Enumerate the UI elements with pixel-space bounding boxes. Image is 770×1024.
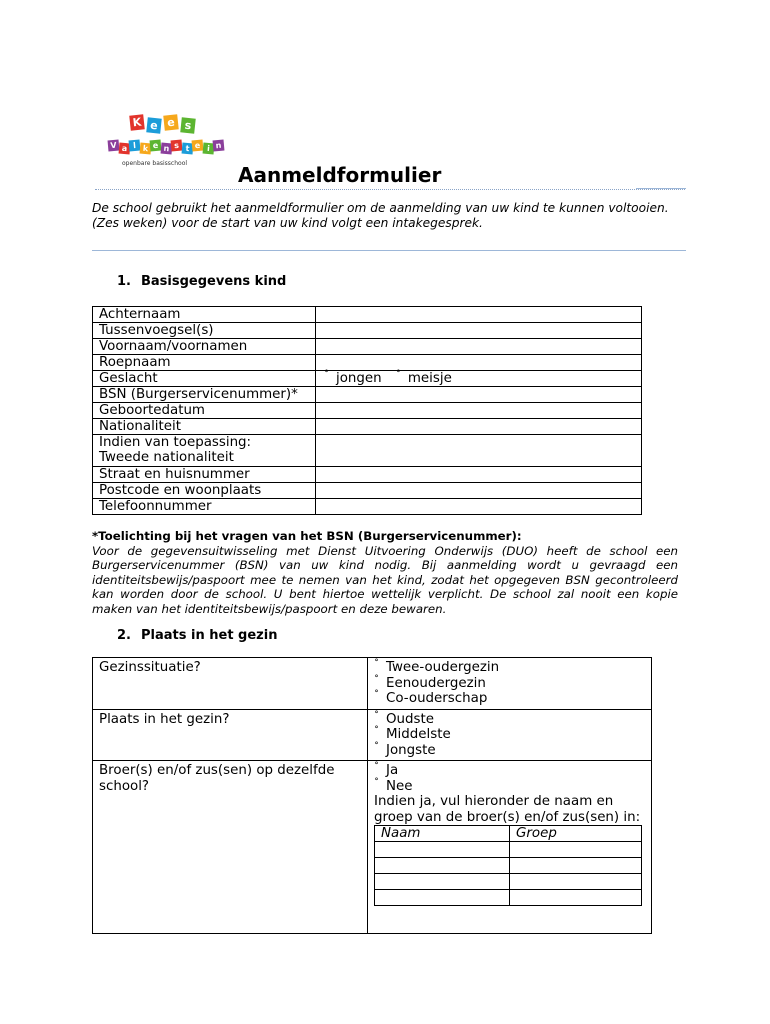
table-row	[93, 467, 642, 483]
section-2-heading	[117, 628, 277, 643]
col-groep: Groep	[510, 826, 642, 842]
table-row	[93, 709, 652, 761]
radio-icon: ˚	[374, 659, 379, 670]
logo-tile: n	[160, 143, 172, 155]
table-row	[93, 355, 642, 371]
q-broers-zussen-label: Broer(s) en/of zus(sen) op dezelfde school?	[93, 761, 368, 934]
logo-tile: e	[146, 117, 161, 133]
sibling-name-field[interactable]	[375, 874, 510, 890]
section-2-title: Plaats in het gezin	[141, 628, 278, 643]
row-label-nationaliteit: Nationaliteit	[93, 419, 316, 435]
intro-rule	[92, 250, 686, 251]
q-gezinssituatie-label: Gezinssituatie?	[93, 658, 368, 710]
logo-tile: i	[202, 143, 214, 155]
logo-tile: a	[118, 143, 130, 155]
row-label-bsn: BSN (Burgerservicenummer)*	[93, 387, 316, 403]
radio-icon: ˚	[374, 674, 379, 686]
radio-icon: ˚	[374, 690, 379, 701]
q-broers-zussen-options	[368, 761, 652, 934]
sibling-group-field[interactable]	[510, 858, 642, 874]
radio-icon: ˚	[374, 741, 379, 753]
bsn-note-body: Voor de gegevensuitwisseling met Dienst Uitvoering Onderwijs (DUO) heeft de school een Burgerservicenummer (BSN) van uw kind nodig. Bij aanmelding wordt u gevraagd een identiteitsbewijs/paspoort mee te nemen van het kind, zodat het opgegeven BSN gecontroleerd kan worden door de school. U bent hiertoe wettelijk verplicht. De school zal nooit een kopie maken van het identiteitsbewijs/paspoort en deze bewaren.	[92, 543, 678, 616]
row-label-roepnaam: Roepnaam	[93, 355, 316, 371]
sibling-group-field[interactable]	[510, 890, 642, 906]
table-row	[93, 339, 642, 355]
row-label-tweede-nationaliteit: Indien van toepassing: Tweede nationaliteit	[93, 435, 316, 467]
option-jongste[interactable]: ˚ Jongste	[374, 741, 436, 758]
bsn-note-title: *Toelichting bij het vragen van het BSN (Burgerservicenummer):	[92, 529, 522, 543]
logo-tile: e	[163, 114, 178, 130]
logo-tile: V	[108, 140, 120, 152]
intro-line-1: De school gebruikt het aanmeldformulier om de aanmelding van uw kind te kunnen voltooien.	[92, 201, 669, 215]
table-row	[375, 826, 642, 842]
logo-letters	[104, 112, 226, 158]
logo-tile: s	[171, 140, 183, 152]
row-label-telefoon: Telefoonnummer	[93, 499, 316, 515]
table-row	[375, 890, 642, 906]
tussenvoegsel-field[interactable]	[316, 323, 642, 339]
col-naam: Naam	[375, 826, 510, 842]
sibling-group-field[interactable]	[510, 842, 642, 858]
gender-option-meisje[interactable]: ˚ meisje	[395, 370, 452, 386]
logo-tile: e	[192, 140, 204, 152]
logo-tile: k	[139, 143, 151, 155]
table-row	[93, 658, 652, 710]
bsn-note	[92, 529, 678, 616]
table-row	[93, 323, 642, 339]
logo-tile: K	[129, 114, 144, 130]
logo-tile: t	[181, 143, 193, 155]
basic-data-table	[92, 306, 642, 515]
radio-icon: ˚	[374, 777, 379, 789]
option-oudste[interactable]: ˚ Oudste	[374, 710, 434, 727]
option-co-ouderschap[interactable]: ˚ Co-ouderschap	[374, 690, 488, 706]
telefoon-field[interactable]	[316, 499, 642, 515]
sibling-name-field[interactable]	[375, 858, 510, 874]
option-twee-oudergezin[interactable]: ˚ Twee-oudergezin	[374, 659, 500, 675]
row-label-achternaam: Achternaam	[93, 307, 316, 323]
siblings-table	[374, 825, 642, 906]
table-row	[93, 761, 652, 934]
option-ja[interactable]: ˚ Ja	[374, 762, 399, 778]
radio-icon: ˚	[374, 726, 379, 737]
logo-tagline: openbare basisschool	[122, 160, 188, 167]
sibling-name-field[interactable]	[375, 890, 510, 906]
radio-icon: ˚	[324, 370, 329, 381]
row-label-postcode: Postcode en woonplaats	[93, 483, 316, 499]
title-rule-accent	[636, 188, 686, 189]
postcode-field[interactable]	[316, 483, 642, 499]
school-logo	[104, 112, 226, 172]
row-label-tussenvoegsel: Tussenvoegsel(s)	[93, 323, 316, 339]
q-plaats-label: Plaats in het gezin?	[93, 709, 368, 761]
q-gezinssituatie-options	[368, 658, 652, 710]
table-row	[375, 858, 642, 874]
table-row	[93, 435, 642, 467]
table-row	[93, 403, 642, 419]
tweede-nationaliteit-field[interactable]	[316, 435, 642, 467]
radio-icon: ˚	[374, 762, 379, 773]
voornaam-field[interactable]	[316, 339, 642, 355]
q-plaats-options	[368, 709, 652, 761]
option-eenoudergezin[interactable]: ˚ Eenoudergezin	[374, 674, 486, 691]
logo-tile: e	[150, 140, 162, 152]
table-row	[93, 387, 642, 403]
achternaam-field[interactable]	[316, 307, 642, 323]
row-label-geslacht: Geslacht	[93, 371, 316, 387]
radio-icon: ˚	[395, 370, 401, 381]
title-rule	[95, 189, 685, 190]
table-row	[375, 874, 642, 890]
table-row	[93, 371, 642, 387]
option-nee[interactable]: ˚ Nee	[374, 777, 413, 794]
logo-tile: s	[180, 117, 195, 133]
intro-line-2: (Zes weken) voor de start van uw kind volgt een intakegesprek.	[92, 216, 483, 230]
logo-tile: n	[213, 140, 225, 152]
option-middelste[interactable]: ˚ Middelste	[374, 726, 451, 742]
table-row	[93, 419, 642, 435]
row-label-geboortedatum: Geboortedatum	[93, 403, 316, 419]
intro-text	[92, 201, 678, 231]
table-row	[93, 483, 642, 499]
row-label-voornaam: Voornaam/voornamen	[93, 339, 316, 355]
gender-option-jongen[interactable]: ˚ jongen	[324, 370, 382, 386]
straat-field[interactable]	[316, 467, 642, 483]
section-1-number: 1.	[117, 274, 131, 289]
table-row	[93, 499, 642, 515]
sibling-name-field[interactable]	[375, 842, 510, 858]
geboortedatum-field[interactable]	[316, 403, 642, 419]
siblings-instruction: Indien ja, vul hieronder de naam en groep van de broer(s) en/of zus(sen) in:	[374, 794, 641, 825]
bsn-field[interactable]	[316, 387, 642, 403]
section-1-heading	[117, 274, 286, 289]
roepnaam-field[interactable]	[316, 355, 642, 371]
section-1-title: Basisgegevens kind	[141, 274, 287, 289]
row-label-straat: Straat en huisnummer	[93, 467, 316, 483]
sibling-group-field[interactable]	[510, 874, 642, 890]
logo-tile: l	[129, 140, 141, 152]
section-2-number: 2.	[117, 628, 131, 643]
geslacht-field	[316, 371, 642, 387]
radio-icon: ˚	[374, 710, 379, 722]
table-row	[93, 307, 642, 323]
nationaliteit-field[interactable]	[316, 419, 642, 435]
table-row	[375, 842, 642, 858]
family-table	[92, 657, 652, 934]
page-title: Aanmeldformulier	[238, 163, 442, 187]
